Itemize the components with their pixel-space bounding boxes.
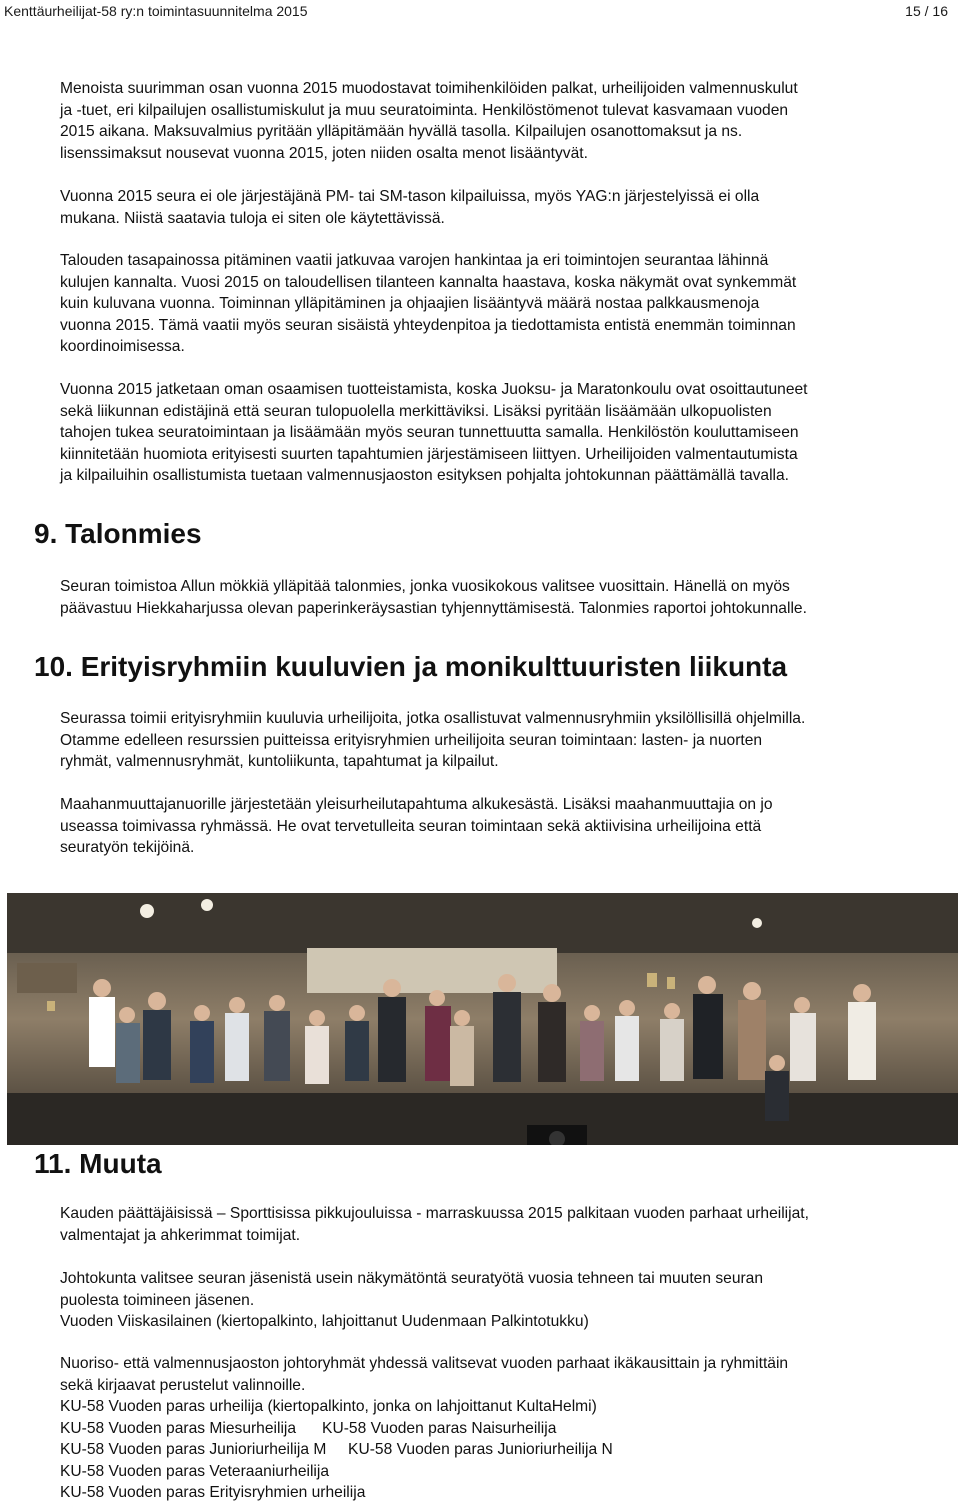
text-line: sekä kirjaavat perustelut valinnoille. — [60, 1376, 306, 1394]
page-number: 15 / 16 — [905, 3, 948, 19]
text-line: kulujen kannalta. Vuosi 2015 on taloudellisen tilanteen kannalta haastava, koska näkymät ovat synkemmät — [60, 273, 797, 291]
section-heading-special-groups: 10. Erityisryhmiin kuuluvien ja monikulttuuristen liikunta — [34, 651, 788, 682]
text-line: Vuoden Viiskasilainen (kiertopalkinto, lahjoittanut Uudenmaan Palkintotukku) — [60, 1313, 589, 1330]
text-line: Seuran toimistoa Allun mökkiä ylläpitää talonmies, jonka vuosikokous valitsee vuosittain. Hänellä on myös — [60, 578, 790, 595]
paragraph-expenses — [60, 78, 960, 164]
text-line: KU-58 Vuoden paras urheilija (kiertopalkinto, jonka on lahjoittanut KultaHelmi) — [60, 1398, 597, 1415]
text-line: KU-58 Vuoden paras Junioriurheilija M KU-58 Vuoden paras Junioriurheilija N — [60, 1441, 613, 1458]
text-line: Vuonna 2015 seura ei ole järjestäjänä PM- tai SM-tason kilpailuissa, myös YAG:n järjestelyissä ei olla — [60, 188, 760, 205]
text-line: vuonna 2015. Tämä vaatii myös seuran sisäistä yhteydenpitoa ja tiedottamista entistä enemmän toiminnan — [60, 316, 796, 334]
text-line: Otamme edelleen resurssien puitteissa erityisryhmien urheilijoita seuran toimintaan: lasten- ja nuorten — [60, 731, 763, 749]
paragraph-competitions — [60, 186, 960, 229]
paragraph-immigrants — [60, 794, 960, 859]
group-photo-image — [7, 893, 958, 1145]
text-line: ja -tuet, eri kilpailujen osallistumiskulut ja muu seuratoiminta. Henkilöstömenot tulevat kasvamaan vuoden — [60, 101, 789, 119]
text-line: KU-58 Vuoden paras Veteraaniurheilija — [60, 1462, 330, 1480]
text-line: päävastuu Hiekkaharjussa olevan paperinkeräysastian tyhjennyttämisestä. Talonmies raportoi johtokunnalle. — [60, 599, 807, 617]
text-line: koordinoimisessa. — [60, 338, 185, 355]
text-line: Johtokunta valitsee seuran jäsenistä usein näkymätöntä seuratyötä vuosia tehneen tai muuten seuran — [60, 1270, 764, 1287]
paragraph-special-groups — [60, 708, 960, 773]
text-line: kuin kuluvana vuonna. Toiminnan ylläpitäminen ja ohjaajien lisääntyvä määrä nostaa palkkausmenoja — [60, 295, 760, 312]
section-heading-talonmies: 9. Talonmies — [34, 518, 202, 549]
text-line: sekä liikunnan edistäjinä että seuran tulopuolella merkittäviksi. Lisäksi pyritään lisäämään ulkopuolisten — [60, 402, 772, 420]
text-line: tahojen tukea seuratoimintaan ja lisäämään myös seuran tunnettuutta samalla. Henkilöstön kouluttamiseen — [60, 424, 799, 441]
text-line: seuratyön tekijöinä. — [60, 839, 195, 856]
paragraph-board-choice — [60, 1268, 960, 1333]
text-line: Menoista suurimman osan vuonna 2015 muodostavat toimihenkilöiden palkat, urheilijoiden valmennuskulut — [60, 80, 798, 97]
document-title: Kenttäurheilijat-58 ry:n toimintasuunnitelma 2015 — [4, 3, 308, 19]
text-line: mukana. Niistä saatavia tuloja ei siten ole käytettävissä. — [60, 209, 445, 227]
page-header — [4, 0, 948, 22]
text-line: Kauden päättäjäisissä – Sporttisissa pikkujouluissa - marraskuussa 2015 palkitaan vuoden parhaat urheilijat, — [60, 1205, 809, 1222]
text-line: ryhmät, valmennusryhmät, kuntoliikunta, tapahtumat ja kilpailut. — [60, 753, 499, 770]
text-line: KU-58 Vuoden paras Miesurheilija KU-58 Vuoden paras Naisurheilija — [60, 1419, 557, 1437]
paragraph-productization — [60, 379, 960, 487]
section-heading-muuta: 11. Muuta — [34, 1148, 162, 1179]
paragraph-award-list — [60, 1353, 960, 1504]
paragraph-season-awards — [60, 1203, 960, 1246]
text-line: valmentajat ja ahkerimmat toimijat. — [60, 1226, 301, 1244]
paragraph-talonmies — [60, 576, 960, 619]
group-photo — [7, 893, 958, 1145]
text-line: Seurassa toimii erityisryhmiin kuuluvia urheilijoita, jotka osallistuvat valmennusryhmiin yksilöllisillä ohjelmilla. — [60, 710, 806, 727]
paragraph-economy-balance — [60, 250, 960, 358]
text-line: puolesta toimineen jäsenen. — [60, 1291, 255, 1309]
text-line: 2015 aikana. Maksuvalmius pyritään ylläpitämään hyvällä tasolla. Kilpailujen osanottomaksut ja ns. — [60, 123, 743, 140]
text-line: lisenssimaksut nousevat vuonna 2015, joten niiden osalta menot lisääntyvät. — [60, 144, 588, 162]
text-line: Maahanmuuttajanuorille järjestetään yleisurheilutapahtuma alkukesästä. Lisäksi maahanmuuttajia on jo — [60, 796, 773, 813]
text-line: Talouden tasapainossa pitäminen vaatii jatkuvaa varojen hankintaa ja eri toimintojen seurantaa lähinnä — [60, 252, 769, 269]
text-line: KU-58 Vuoden paras Erityisryhmien urheilija — [60, 1484, 366, 1501]
text-line: kiinnitetään huomiota erityisesti suurten tapahtumien järjestämiseen liittyen. Urheilijoiden valmentautumista — [60, 445, 798, 463]
text-line: Vuonna 2015 jatketaan oman osaamisen tuotteistamista, koska Juoksu- ja Maratonkoulu ovat osoittautuneet — [60, 381, 808, 398]
text-line: ja kilpailuihin osallistumista tuetaan valmennusjaoston esityksen pohjalta johtokunnan päättämällä tavalla. — [60, 467, 790, 484]
text-line: Nuoriso- että valmennusjaoston johtoryhmät yhdessä valitsevat vuoden parhaat ikäkausittain ja ryhmittäin — [60, 1355, 789, 1372]
text-line: useassa toimivassa ryhmässä. He ovat tervetulleita seuran toimintaan sekä aktiivisina urheilijoina että — [60, 817, 762, 835]
